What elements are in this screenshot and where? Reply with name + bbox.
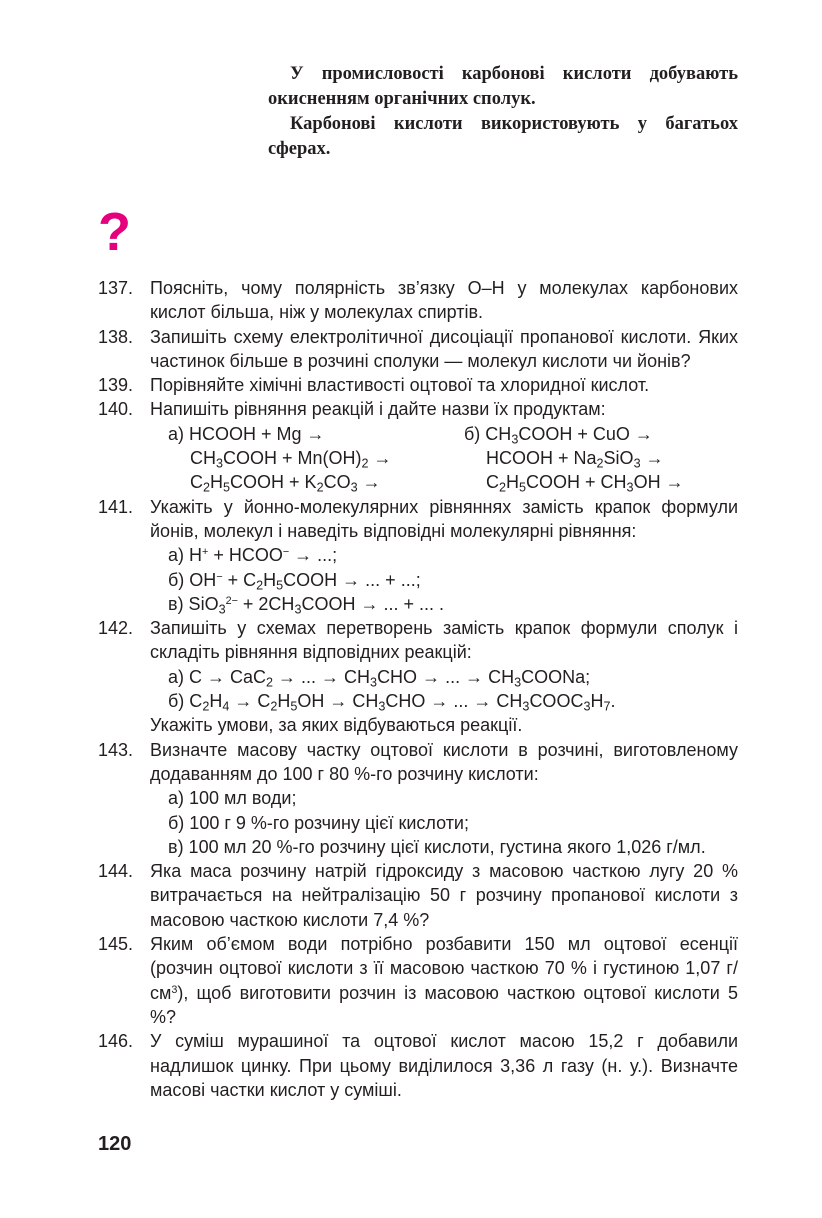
task-number: 138. bbox=[98, 326, 134, 347]
task-146 bbox=[98, 1029, 738, 1102]
equation-line: б) $CH_3COOH$ + CuO → bbox=[464, 423, 653, 447]
task-note: Укажіть умови, за яких відбуваються реакції. bbox=[150, 715, 523, 736]
task-number: 142. bbox=[98, 618, 134, 639]
task-number: 137. bbox=[98, 278, 134, 298]
task-138 bbox=[98, 325, 738, 374]
column-a bbox=[150, 422, 464, 495]
task-text: Запишіть у схемах перетворень замість крапок формули сполук і складіть рівняння відповідних реакцій: bbox=[150, 618, 738, 663]
task-text: Укажіть у йонно-молекулярних рівняннях замість крапок формули йонів, молекул і наведіть відповідні молекулярні рівняння: bbox=[150, 496, 738, 541]
task-number: 143. bbox=[98, 739, 134, 760]
summary-paragraph-2: Карбонові кислоти використовують у багатьох сферах. bbox=[268, 114, 738, 159]
task-142 bbox=[98, 616, 738, 737]
task-number: 144. bbox=[98, 861, 134, 882]
equation-line: HCOOH + $Na_2SiO_3$ → bbox=[486, 448, 664, 471]
option-line: б) 100 г 9 %-го розчину цієї кислоти; bbox=[168, 812, 469, 833]
scheme-line: а) C → CaC$_2$ → ... → $CH_3CHO$ → ... → $CH_3COONa$; bbox=[168, 666, 591, 690]
task-text: Яка маса розчину натрій гідроксиду з масовою часткою лугу 20 % витрачається на нейтралізацію 50 г розчину пропанової кислоти з масовою часткою кислоти 7,4 %? bbox=[150, 861, 738, 930]
task-number: 141. bbox=[98, 496, 134, 517]
task-143 bbox=[98, 738, 738, 859]
summary-paragraph-1: У промисловості карбонові кислоти добувають окисненням органічних сполук. bbox=[268, 64, 738, 109]
question-mark-icon: ? bbox=[98, 202, 131, 262]
task-text: Запишіть схему електролітичної дисоціації пропанової кислоти. Яких частинок більше в розчині сполуки — молекул кислоти чи йонів? bbox=[150, 326, 738, 371]
option-line: а) 100 мл води; bbox=[168, 788, 297, 809]
task-141 bbox=[98, 495, 738, 616]
column-b bbox=[464, 422, 738, 495]
task-list bbox=[98, 276, 738, 1102]
task-text: Порівняйте хімічні властивості оцтової та хлоридної кислот. bbox=[150, 375, 650, 396]
task-text: Поясніть, чому полярність зв’язку O–H у молекулах карбонових кислот більша, ніж у молекулах спиртів. bbox=[150, 278, 738, 323]
task-text: У суміш мурашиної та оцтової кислот масою 15,2 г добавили надлишок цинку. При цьому виділилося 3,36 л газу (н. у.). Визначте масові частки кислот у суміші. bbox=[150, 1031, 738, 1100]
equation-line: а) HCOOH + Mg → bbox=[168, 423, 325, 444]
task-text: Визначте масову частку оцтової кислоти в розчині, виготовленому додаванням до 100 г 80 %-го розчину кислоти: bbox=[150, 739, 738, 784]
task-number: 139. bbox=[98, 375, 134, 396]
task-text: Яким об’ємом води потрібно розбавити 150 мл оцтової есенції (розчин оцтової кислоти з її масовою часткою 70 % і густиною 1,07 $г/см^3$), щоб виготовити розчин із масовою часткою оцтової кислоти 5 %? bbox=[150, 934, 738, 1027]
equation-columns bbox=[150, 422, 738, 495]
task-137 bbox=[98, 276, 738, 325]
equation-line: $CH_3COOH + Mn(OH)_2$ → bbox=[190, 448, 392, 471]
task-139 bbox=[98, 373, 738, 397]
page-number: 120 bbox=[98, 1133, 132, 1155]
equation-line: а) H+ + HCOO− → ...; bbox=[168, 545, 338, 566]
option-line: в) 100 мл 20 %-го розчину цієї кислоти, густина якого 1,026 г/мл. bbox=[168, 836, 706, 857]
task-145 bbox=[98, 932, 738, 1029]
task-text: Напишіть рівняння реакцій і дайте назви їх продуктам: bbox=[150, 399, 606, 420]
task-144 bbox=[98, 859, 738, 932]
summary-block bbox=[268, 62, 738, 162]
equation-line: в) $SiO_3^{2-} + 2CH_3COOH$ → ... + ... . bbox=[168, 593, 444, 617]
scheme-line: б) $C_2H_4 \to C_2H_5OH \to CH_3CHO$ → ... → $CH_3COOC_3H_7$. bbox=[168, 691, 616, 714]
equation-line: б) $OH^- + C_2H_5COOH$ → ... + ...; bbox=[168, 569, 421, 593]
equation-line: $C_2H_5COOH + CH_3OH$ → bbox=[486, 472, 684, 495]
task-number: 145. bbox=[98, 934, 134, 955]
task-number: 140. bbox=[98, 399, 134, 420]
task-number: 146. bbox=[98, 1031, 134, 1052]
task-140 bbox=[98, 397, 738, 494]
equation-line: $C_2H_5COOH + K_2CO_3$ → bbox=[190, 472, 381, 495]
